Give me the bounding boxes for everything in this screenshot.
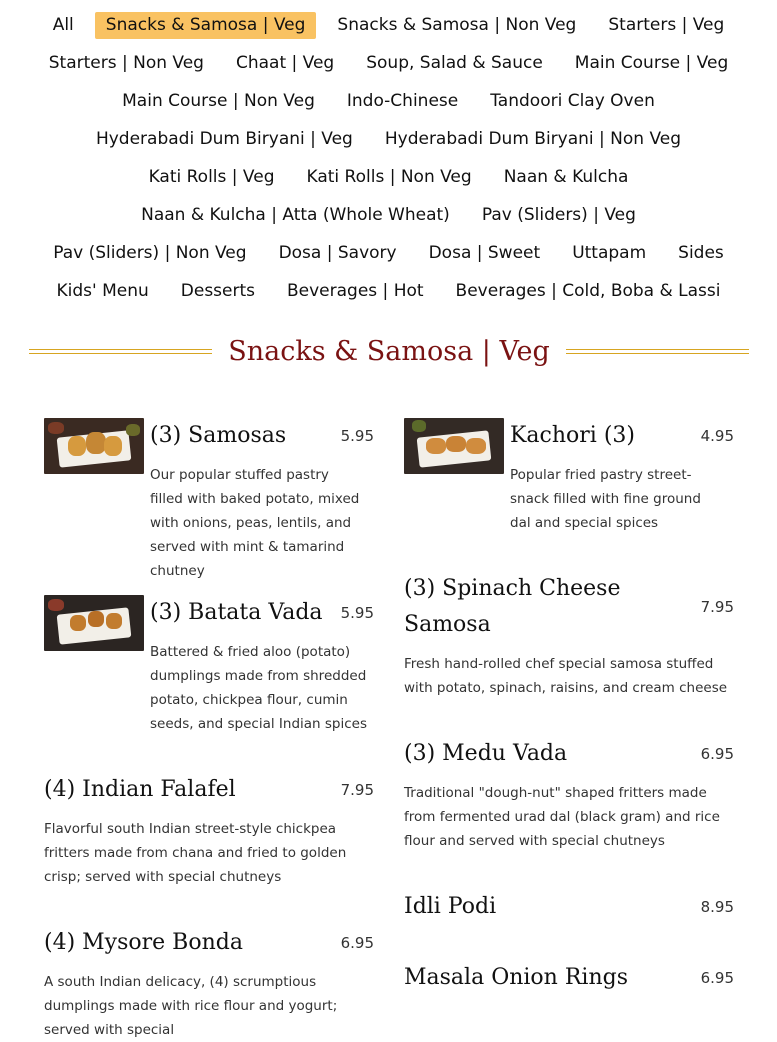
category-soup-salad-sauce[interactable]: Soup, Salad & Sauce xyxy=(366,52,543,73)
category-beverages-cold[interactable]: Beverages | Cold, Boba & Lassi xyxy=(455,280,721,301)
category-naan-kulcha[interactable]: Naan & Kulcha xyxy=(503,166,629,187)
category-sides[interactable]: Sides xyxy=(678,242,724,263)
category-row xyxy=(0,6,777,44)
item-price: 7.95 xyxy=(340,781,374,799)
item-description: Fresh hand-rolled chef special samosa stuffed with potato, spinach, raisins, and cream cheese xyxy=(404,656,728,696)
item-price: 4.95 xyxy=(700,427,734,445)
menu-item[interactable] xyxy=(44,595,374,745)
category-all[interactable]: All xyxy=(52,14,74,35)
section-title: Snacks & Samosa | Veg xyxy=(228,335,550,367)
category-snacks-samosa-non-veg[interactable]: Snacks & Samosa | Non Veg xyxy=(337,14,577,35)
item-price: 6.95 xyxy=(340,934,374,952)
item-description: Flavorful south Indian street-style chickpea fritters made from chana and fried to golden crisp; served with special chutneys xyxy=(44,821,347,885)
menu-item[interactable] xyxy=(404,960,734,1000)
item-description: A south Indian delicacy, (4) scrumptious dumplings made with rice flour and yogurt; served with special xyxy=(44,974,338,1038)
category-row xyxy=(0,120,777,158)
item-name: (4) Indian Falafel xyxy=(44,777,236,802)
item-name: (3) Batata Vada xyxy=(150,600,323,625)
menu-item[interactable] xyxy=(404,571,734,701)
category-row xyxy=(0,44,777,82)
category-biryani-veg[interactable]: Hyderabadi Dum Biryani | Veg xyxy=(95,128,353,149)
samosa-photo[interactable] xyxy=(44,418,144,474)
menu-item[interactable] xyxy=(404,889,734,929)
category-main-course-veg[interactable]: Main Course | Veg xyxy=(574,52,729,73)
category-kids-menu[interactable]: Kids' Menu xyxy=(56,280,149,301)
item-name: (3) Medu Vada xyxy=(404,741,568,766)
category-dosa-sweet[interactable]: Dosa | Sweet xyxy=(428,242,541,263)
category-snacks-samosa-veg[interactable]: Snacks & Samosa | Veg xyxy=(95,12,317,39)
category-row xyxy=(0,272,777,310)
menu-item[interactable] xyxy=(404,418,734,548)
batata-vada-photo[interactable] xyxy=(44,595,144,651)
category-desserts[interactable]: Desserts xyxy=(180,280,255,301)
category-main-course-non-veg[interactable]: Main Course | Non Veg xyxy=(122,90,315,111)
category-row xyxy=(0,234,777,272)
category-biryani-non-veg[interactable]: Hyderabadi Dum Biryani | Non Veg xyxy=(384,128,682,149)
item-name: Idli Podi xyxy=(404,894,497,919)
category-row xyxy=(0,158,777,196)
item-price: 6.95 xyxy=(700,745,734,763)
section-header xyxy=(29,330,749,372)
category-pav-veg[interactable]: Pav (Sliders) | Veg xyxy=(481,204,636,225)
item-price: 8.95 xyxy=(700,898,734,916)
category-kati-rolls-non-veg[interactable]: Kati Rolls | Non Veg xyxy=(306,166,472,187)
category-row xyxy=(0,196,777,234)
menu-item[interactable] xyxy=(44,418,374,579)
category-chaat-veg[interactable]: Chaat | Veg xyxy=(235,52,335,73)
item-description: Battered & fried aloo (potato) dumplings made from shredded potato, chickpea flour, cumin seeds, and special Indian spices xyxy=(150,644,368,732)
category-dosa-savory[interactable]: Dosa | Savory xyxy=(278,242,397,263)
item-description: Traditional "dough-nut" shaped fritters made from fermented urad dal (black gram) and rice flour and served with special chutneys xyxy=(404,785,720,849)
item-name: Masala Onion Rings xyxy=(404,965,628,990)
category-row xyxy=(0,82,777,120)
category-indo-chinese[interactable]: Indo-Chinese xyxy=(346,90,459,111)
category-starters-non-veg[interactable]: Starters | Non Veg xyxy=(48,52,204,73)
item-description: Popular fried pastry street-snack filled with fine ground dal and special spices xyxy=(510,467,701,531)
menu-item[interactable] xyxy=(404,736,734,856)
category-kati-rolls-veg[interactable]: Kati Rolls | Veg xyxy=(148,166,275,187)
category-uttapam[interactable]: Uttapam xyxy=(572,242,647,263)
category-tandoori-clay-oven[interactable]: Tandoori Clay Oven xyxy=(490,90,655,111)
kachori-photo[interactable] xyxy=(404,418,504,474)
category-nav xyxy=(0,6,777,310)
category-naan-kulcha-atta[interactable]: Naan & Kulcha | Atta (Whole Wheat) xyxy=(141,204,450,225)
section-divider-right xyxy=(566,349,749,354)
menu-item[interactable] xyxy=(44,925,374,1038)
item-name-continued: Samosa xyxy=(404,612,491,637)
category-starters-veg[interactable]: Starters | Veg xyxy=(608,14,725,35)
item-description: Our popular stuffed pastry filled with baked potato, mixed with onions, peas, lentils, and served with mint & tamarind chutney xyxy=(150,467,360,579)
item-name: (4) Mysore Bonda xyxy=(44,930,243,955)
item-price: 6.95 xyxy=(700,969,734,987)
category-beverages-hot[interactable]: Beverages | Hot xyxy=(287,280,424,301)
section-divider-left xyxy=(29,349,212,354)
item-name: (3) Samosas xyxy=(150,423,287,448)
category-pav-non-veg[interactable]: Pav (Sliders) | Non Veg xyxy=(53,242,247,263)
item-name: (3) Spinach Cheese xyxy=(404,576,621,601)
item-price: 5.95 xyxy=(340,427,374,445)
item-price: 5.95 xyxy=(340,604,374,622)
menu-item[interactable] xyxy=(44,772,374,892)
item-name: Kachori (3) xyxy=(510,423,635,448)
item-price: 7.95 xyxy=(700,598,734,616)
